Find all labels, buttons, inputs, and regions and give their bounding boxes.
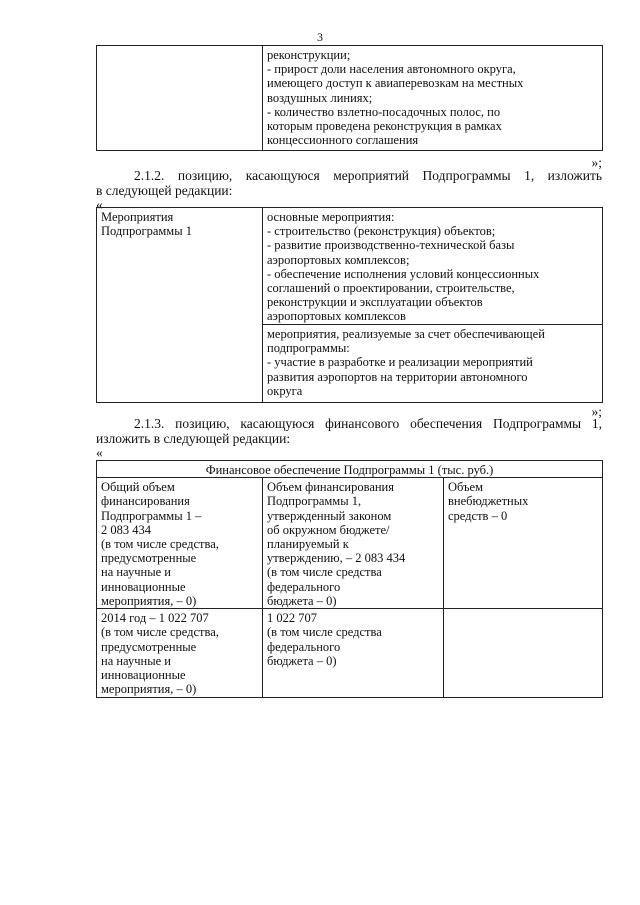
paragraph-text: 2.1.3. позицию, касающуюся финансового обеспечения Подпрограммы 1, xyxy=(134,416,602,431)
table-row xyxy=(97,478,603,609)
table-row xyxy=(97,208,603,325)
paragraph-2-1-3 xyxy=(96,416,602,432)
table-cell-label: Мероприятия Подпрограммы 1 xyxy=(97,208,263,403)
closing-quote: »; xyxy=(591,404,602,419)
paragraph-2-1-3-cont: изложить в следующей редакции: xyxy=(96,431,291,446)
paragraph-2-1-2-cont: в следующей редакции: xyxy=(96,183,233,198)
table-cell-targets: реконструкции; - прирост доли населения автономного округа, имеющего доступ к авиаперевозкам на местных воздушных линиях; - количество взлетно-посадочных полос, по которым проведена реконструкция в рамках концессионного соглашения xyxy=(263,46,603,151)
table-cell-2014-extrabudgetary xyxy=(444,609,603,698)
opening-quote: « xyxy=(96,197,103,212)
paragraph-2-1-2 xyxy=(96,168,602,184)
table-cell-approved-financing: Объем финансирования Подпрограммы 1, утвержденный законом об окружном бюджете/ планируемый к утверждению, – 2 083 434 (в том числе средства федерального бюджета – 0) xyxy=(263,478,444,609)
table-cell-support-events: мероприятия, реализуемые за счет обеспечивающей подпрограммы: - участие в разработке и реализации мероприятий развития аэропортов на территории автономного округа xyxy=(263,325,603,403)
table-financing xyxy=(96,460,603,698)
table-cell-main-events: основные мероприятия: - строительство (реконструкция) объектов; - развитие производственно-технической базы аэропортовых комплексов; - обеспечение исполнения условий концессионных соглашений о проектировании, строительстве, реконструкции и эксплуатации объектов аэропортовых комплексов xyxy=(263,208,603,325)
page-number: 3 xyxy=(317,30,323,44)
opening-quote: « xyxy=(96,445,103,460)
table-targets-continuation xyxy=(96,45,603,151)
table-cell-2014-approved: 1 022 707 (в том числе средства федерального бюджета – 0) xyxy=(263,609,444,698)
table-row xyxy=(97,461,603,478)
table-cell-2014-total: 2014 год – 1 022 707 (в том числе средства, предусмотренные на научные и инновационные мероприятия, – 0) xyxy=(97,609,263,698)
table-row xyxy=(97,46,603,151)
closing-quote: »; xyxy=(591,155,602,170)
table-subprogram-events xyxy=(96,207,603,403)
table-cell-empty xyxy=(97,46,263,151)
table-cell-total-financing: Общий объем финансирования Подпрограммы 1 – 2 083 434 (в том числе средства, предусмотренные на научные и инновационные мероприятия, – 0) xyxy=(97,478,263,609)
table-cell-extrabudgetary: Объем внебюджетных средств – 0 xyxy=(444,478,603,609)
table-row xyxy=(97,609,603,698)
table-title: Финансовое обеспечение Подпрограммы 1 (тыс. руб.) xyxy=(97,461,603,478)
paragraph-text: 2.1.2. позицию, касающуюся мероприятий Подпрограммы 1, изложить xyxy=(134,168,602,183)
